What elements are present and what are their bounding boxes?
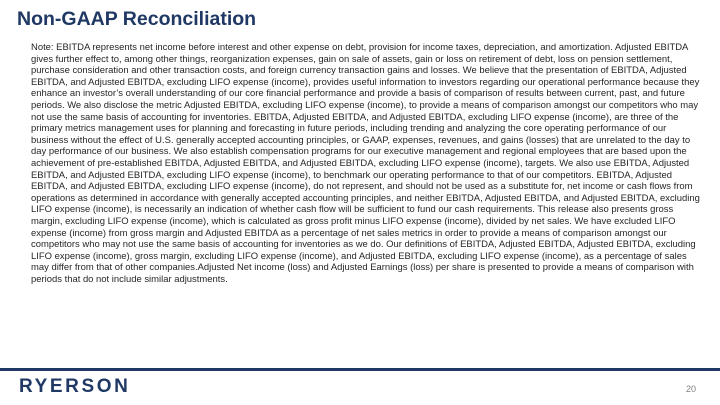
footer-divider: [0, 368, 720, 371]
ryerson-logo: RYERSON: [19, 376, 131, 397]
page-number: 20: [685, 384, 696, 394]
reconciliation-note: Note: EBITDA represents net income before interest and other expense on debt, provision for income taxes, depreciation, and amortization. Adjusted EBITDA gives further effect to, among other things, reorganization expenses, gain on sale of assets, gain or loss on retirement of debt, loss on pension settlement, purchase consideration and other transaction costs, and foreign currency transaction gains and losses. We believe that the presentation of EBITDA, Adjusted EBITDA, and Adjusted EBITDA, excluding LIFO expense (income), provides useful information to investors regarding our operational performance because they enhance an investor’s overall understanding of our core financial performance and provide a basis of comparison of results between current, past, and future periods. We also disclose the metric Adjusted EBITDA, excluding LIFO expense (income), to provide a means of comparison amongst our competitors who may not use the same basis of accounting for inventories. EBITDA, Adjusted EBITDA, and Adjusted EBITDA, excluding LIFO expense (income), are three of the primary metrics management uses for planning and forecasting in future periods, including trending and analyzing the core operating performance of our business without the effect of U.S. generally accepted accounting principles, or GAAP, expenses, revenues, and gains (losses) that are unrelated to the day to day performance of our business. We also establish compensation programs for our executive management and regional employees that are based upon the achievement of pre-established EBITDA, Adjusted EBITDA, and Adjusted EBITDA, excluding LIFO expense (income), targets. We also use EBITDA, Adjusted EBITDA, and Adjusted EBITDA, excluding LIFO expense (income), to benchmark our operating performance to that of our competitors. EBITDA, Adjusted EBITDA, and Adjusted EBITDA, excluding LIFO expense (income), do not represent, and should not be used as a substitute for, net income or cash flows from operations as determined in accordance with generally accepted accounting principles, and neither EBITDA, Adjusted EBITDA, and Adjusted EBITDA, excluding LIFO expense (income), is necessarily an indication of whether cash flow will be sufficient to fund our cash requirements. This release also presents gross margin, excluding LIFO expense (income), which is calculated as gross profit minus LIFO expense (income), divided by net sales. We have excluded LIFO expense (income) from gross margin and Adjusted EBITDA as a percentage of net sales metrics in order to provide a means of comparison amongst our competitors who may not use the same basis of accounting for inventories as we do. Our definitions of EBITDA, Adjusted EBITDA, Adjusted EBITDA, excluding LIFO expense (income), gross margin, excluding LIFO expense (income), and Adjusted EBITDA, excluding LIFO expense (income), as a percentage of sales may differ from that of other companies.Adjusted Net income (loss) and Adjusted Earnings (loss) per share is presented to provide a means of comparison with periods that do not include similar adjustments.: [31, 42, 700, 285]
slide-title: Non-GAAP Reconciliation: [17, 8, 257, 30]
